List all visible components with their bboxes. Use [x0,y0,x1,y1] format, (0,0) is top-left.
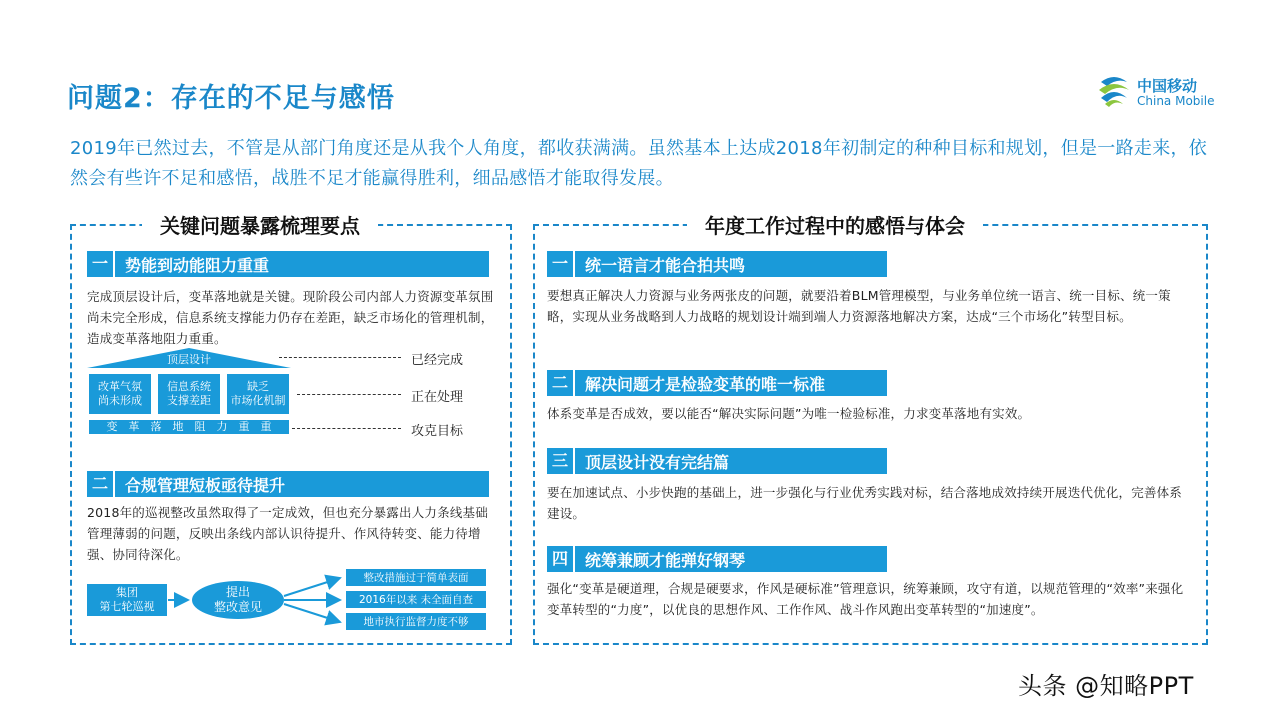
section-number: 一 [547,251,575,277]
flow-output-3: 地市执行监督力度不够 [346,613,486,630]
logo-text-en: China Mobile [1137,94,1215,108]
china-mobile-logo [1095,72,1215,112]
right-section-3-header [547,448,887,474]
house-roof-label: 顶层设计 [167,353,211,366]
left-section-2-text: 2018年的巡视整改虽然取得了一定成效，但也充分暴露出人力条线基础管理薄弱的问题，反映出条线内部认识待提升、作风待转变、能力待增强、协同待深化。 [87,505,488,562]
section-number: 四 [547,546,575,572]
house-pillar-2: 信息系统 支撑差距 [158,374,220,414]
logo-text-cn: 中国移动 [1137,77,1198,95]
left-section-2-header [87,471,489,497]
section-heading: 顶层设计没有完结篇 [585,452,730,472]
section-number: 二 [87,471,115,497]
section-heading: 统一语言才能合拍共鸣 [585,255,746,275]
left-section-1-text: 完成顶层设计后，变革落地就是关键。现阶段公司内部人力资源变革氛围尚未完全形成，信息系统支撑能力仍存在差距，缺乏市场化的管理机制，造成变革落地阻力重重。 [87,289,494,346]
legend-line-2 [297,394,401,395]
flow-middle-ellipse: 提出 整改意见 [192,581,284,619]
flow-source-box: 集团 第七轮巡视 [87,584,167,616]
right-section-1-text: 要想真正解决人力资源与业务两张皮的问题，就要沿着BLM管理模型，与业务单位统一语言、统一目标、统一策略，实现从业务战略到人力战略的规划设计端到端人力资源落地解决方案，达成“三个市场化”转型目标。 [547,288,1171,324]
section-heading: 统筹兼顾才能弹好钢琴 [585,550,746,570]
section-heading: 合规管理短板亟待提升 [125,475,286,495]
section-heading: 势能到动能阻力重重 [125,255,270,275]
right-section-4-header [547,546,887,572]
flow-output-1: 整改措施过于简单表面 [346,569,486,586]
right-section-4-text: 强化“变革是硬道理，合规是硬要求，作风是硬标准”管理意识，统筹兼顾，攻守有道，以规范管理的“效率”来强化变革转型的“力度”，以优良的思想作风、工作作风、战斗作风跑出变革转型的“加速度”。 [547,581,1184,617]
house-base: 变 革 落 地 阻 力 重 重 [89,420,289,434]
section-number: 一 [87,251,115,277]
house-diagram [87,348,497,440]
left-panel [70,214,512,645]
legend-line-1 [279,357,401,358]
right-section-2-text: 体系变革是否成效，要以能否“解决实际问题”为唯一检验标准，力求变革落地有实效。 [547,406,1031,421]
section-number: 三 [547,448,575,474]
section-number: 二 [547,370,575,396]
house-pillar-3: 缺乏 市场化机制 [227,374,289,414]
left-panel-title: 关键问题暴露梳理要点 [142,210,378,239]
right-panel-title: 年度工作过程中的感悟与体会 [687,210,983,239]
right-section-2-header [547,370,887,396]
legend-line-3 [292,428,401,429]
china-mobile-logo-icon [1095,74,1133,108]
legend-label-processing: 正在处理 [411,390,464,405]
section-heading: 解决问题才是检验变革的唯一标准 [585,374,826,394]
house-pillar-1: 改革气氛 尚未形成 [89,374,151,414]
right-panel [533,214,1208,645]
intro-paragraph: 2019年已然过去，不管是从部门角度还是从我个人角度，都收获满满。虽然基本上达成2018年初制定的种种目标和规划，但是一路走来，依然会有些许不足和感悟，战胜不足才能赢得胜利，细品感悟才能取得发展。 [70,138,1208,189]
flow-diagram [84,566,494,634]
left-section-1-header [87,251,489,277]
page-title: 问题2：存在的不足与感悟 [67,83,395,114]
legend-label-done: 已经完成 [411,353,464,368]
right-section-3-text: 要在加速试点、小步快跑的基础上，进一步强化与行业优秀实践对标，结合落地成效持续开展迭代优化，完善体系建设。 [547,485,1183,521]
legend-label-target: 攻克目标 [411,424,464,439]
flow-output-2: 2016年以来 未全面自查 [346,591,486,608]
watermark-text: 头条 @知略PPT [1018,672,1194,700]
right-section-1-header [547,251,887,277]
